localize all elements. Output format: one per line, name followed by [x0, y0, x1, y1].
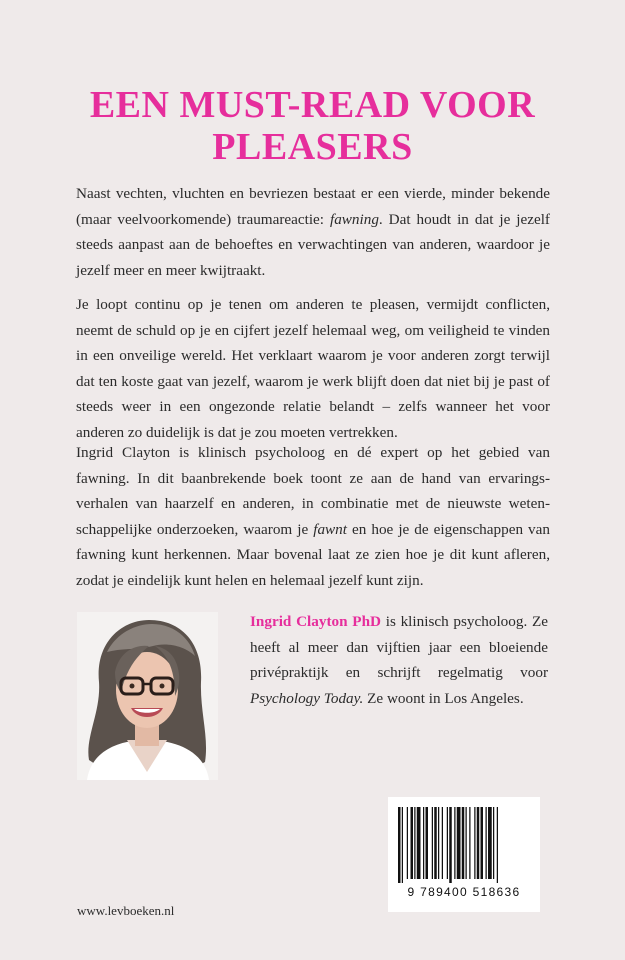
barcode-bar — [497, 807, 498, 883]
blurb-paragraph-1 — [76, 181, 550, 283]
barcode-bar — [481, 807, 484, 879]
barcode-bar — [477, 807, 480, 879]
barcode-bar — [414, 807, 415, 879]
blurb-p1-emphasis: fawning — [329, 210, 379, 228]
blurb-p1-text-end: . Dat houdt in dat je jezelf steeds aanpast aan de behoeftes en verwachtingen van anderen, waardoor je jezelf meer en meer kwijtraakt. — [76, 210, 550, 279]
barcode-bar — [493, 807, 494, 879]
barcode-bar — [462, 807, 465, 879]
barcode-bar — [442, 807, 443, 879]
cover-headline: EEN MUST-READ VOOR PLEASERS — [89, 84, 536, 168]
blurb-paragraph-2: Je loopt continu op je tenen om anderen te pleasen, vermijdt conflicten, neemt de schuld op je en cijfert jezelf helemaal weg, om veiligheid te vinden in een onveilige wereld. Het verklaart waarom je voor anderen zorgt terwijl dat ten koste gaat van jezelf, waarom je werk blijft doen dat niet bij je past of steeds weer in een ongezonde relatie belandt – zelfs wanneer het voor anderen zo duidelijk is dat je zou moeten vertrekken. — [76, 296, 550, 441]
author-bio-text-end: Ze woont in Los Angeles. — [363, 689, 524, 707]
barcode-bar — [434, 807, 437, 879]
barcode-bar — [423, 807, 424, 879]
barcode-bar — [466, 807, 467, 879]
author-bio-publication: Psychology Today. — [250, 689, 364, 707]
blurb-p3-text-end: en hoe je de eigenschappen van fawning kunt herkennen. Maar bovenal laat ze zien hoe je dit kunt afleren, zodat je eindelijk kunt helen en helemaal jezelf kunt zijn. — [76, 520, 550, 589]
author-photo — [77, 612, 218, 780]
author-portrait-illustration — [77, 612, 218, 780]
barcode-bar — [417, 807, 421, 879]
isbn-number: 9 789400 518636 — [407, 885, 521, 899]
barcode-bar — [474, 807, 475, 879]
author-bio-text: is klinisch psycholoog. Ze heeft al meer dan vijftien jaar een bloeiende privépraktijk en schrijft regelmatig voor — [250, 613, 548, 682]
blurb-p1-text: Naast vechten, vluchten en bevriezen bestaat er een vierde, minder bekende (maar veelvoorkomende) traumareactie: — [76, 185, 550, 228]
blurb-paragraph-3 — [76, 440, 550, 594]
barcode-bar — [488, 807, 492, 879]
barcode-icon — [398, 807, 530, 883]
barcode-bar — [486, 807, 487, 879]
isbn-barcode — [388, 797, 540, 912]
barcode-bar — [447, 807, 448, 879]
barcode-bar — [398, 807, 401, 883]
publisher-website: www.levboeken.nl — [77, 903, 175, 918]
barcode-bar — [402, 807, 403, 883]
barcode-bar — [457, 807, 461, 879]
author-name: Ingrid Clayton PhD — [250, 613, 381, 630]
barcode-bar — [438, 807, 439, 879]
blurb-p3-text: Ingrid Clayton is klinisch psycholoog en dé expert op het gebied van fawning. In dit baanbrekende boek toont ze aan de hand van ervaringsverhalen van haarzelf en anderen, in combinatie met de nieuwste wetenschappelijke onderzoeken, waarom je — [76, 444, 550, 538]
barcode-bar — [432, 807, 433, 879]
barcode-bar — [469, 807, 470, 879]
barcode-bar — [454, 807, 455, 879]
barcode-bar — [411, 807, 414, 879]
barcode-bar — [449, 807, 452, 883]
barcode-bar — [426, 807, 429, 879]
author-bio — [250, 609, 548, 711]
blurb-p3-emphasis: fawnt — [313, 520, 347, 538]
barcode-bar — [407, 807, 408, 879]
